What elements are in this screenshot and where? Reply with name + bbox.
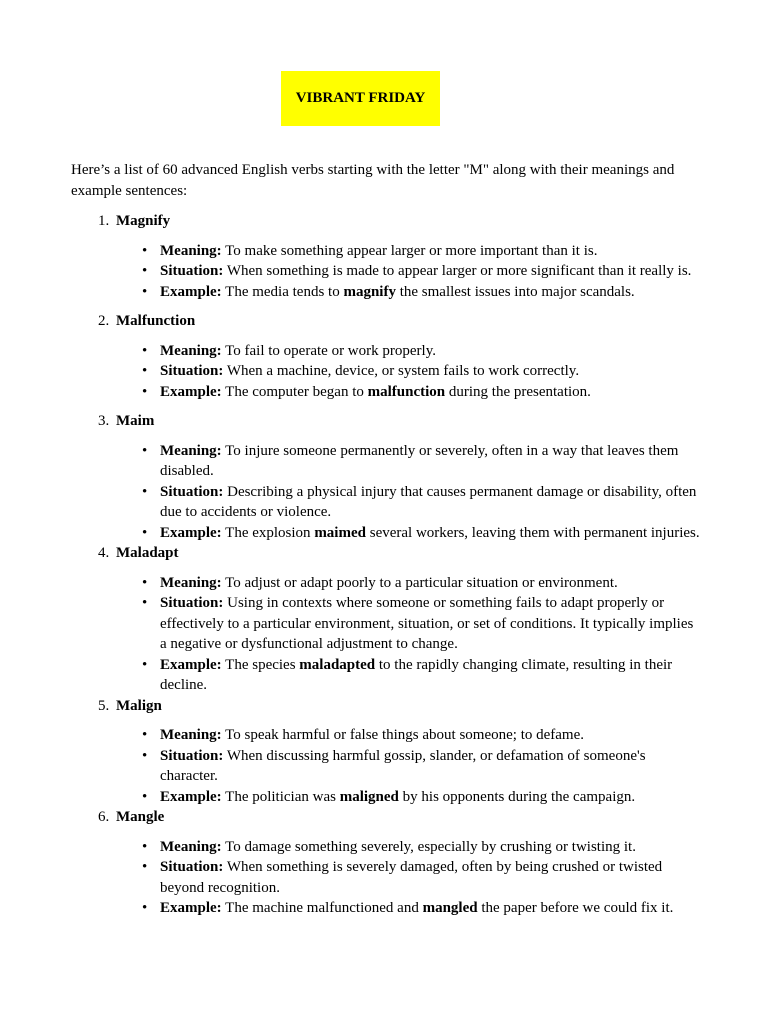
meaning-text: To speak harmful or false things about someone; to defame. (225, 727, 585, 743)
example-text: The explosion (225, 524, 311, 541)
example-item (142, 655, 701, 696)
meaning-text: To damage something severely, especially by crushing or twisting it. (225, 838, 636, 855)
situation-text: When something is made to appear larger or more significant than it really is. (226, 263, 692, 279)
situation-item (142, 261, 701, 282)
example-label: Example: (160, 283, 222, 300)
situation-label: Situation: (160, 363, 224, 379)
bullet-icon: • (142, 383, 148, 400)
example-text-end: during the presentation. (448, 383, 591, 400)
meaning-text: To injure someone permanently or severely, often in a way that leaves them disabled. (160, 442, 679, 479)
bullet-icon: • (142, 788, 148, 805)
meaning-item (142, 341, 701, 362)
example-text-end: to the rapidly changing climate, resulting in their decline. (160, 656, 673, 693)
situation-label: Situation: (160, 595, 224, 611)
example-item (142, 523, 701, 544)
document-body (71, 160, 701, 919)
situation-text: When a machine, device, or system fails to work correctly. (226, 363, 580, 379)
bullet-icon: • (142, 524, 148, 541)
verb-item (71, 543, 701, 696)
situation-text: When something is severely damaged, often by being crushed or twisted beyond recognition. (160, 859, 663, 896)
example-keyword: magnify (343, 283, 396, 300)
example-label: Example: (160, 900, 222, 916)
verb-list (71, 211, 701, 919)
bullet-icon: • (142, 363, 148, 379)
situation-item (142, 857, 701, 898)
bullet-icon: • (142, 656, 148, 673)
verb-name: Magnify (116, 213, 171, 229)
meaning-label: Meaning: (160, 727, 222, 743)
example-text-end: the smallest issues into major scandals. (399, 283, 635, 300)
verb-item (71, 211, 701, 302)
verb-item (71, 311, 701, 402)
intro-paragraph: Here’s a list of 60 advanced English verbs starting with the letter "M" along with their meanings and example sentences: (71, 162, 675, 199)
bullet-icon: • (142, 242, 148, 259)
verb-name: Maim (116, 413, 155, 429)
verb-number: 3. (98, 413, 110, 429)
verb-details (116, 341, 701, 403)
meaning-label: Meaning: (160, 442, 222, 459)
example-keyword: mangled (422, 900, 478, 916)
meaning-item (142, 725, 701, 746)
example-keyword: malfunction (367, 383, 446, 400)
example-text: The politician was (225, 788, 336, 805)
example-text: The machine malfunctioned and (225, 900, 419, 916)
verb-name: Malign (116, 697, 162, 714)
title-banner (281, 71, 440, 126)
example-text: The species (225, 656, 296, 673)
meaning-text: To fail to operate or work properly. (225, 342, 436, 359)
bullet-icon: • (142, 900, 148, 916)
bullet-icon: • (142, 342, 148, 359)
situation-text: Using in contexts where someone or something fails to adapt properly or effectively to a particular environment, situation, or set of conditions. It typically implies a negative or dysfunctional adjustment to change. (160, 595, 694, 652)
bullet-icon: • (142, 283, 148, 300)
situation-label: Situation: (160, 747, 224, 764)
example-text: The media tends to (225, 283, 340, 300)
bullet-icon: • (142, 263, 148, 279)
example-label: Example: (160, 383, 222, 400)
situation-item (142, 361, 701, 382)
example-text: The computer began to (225, 383, 364, 400)
page-title: VIBRANT FRIDAY (295, 90, 426, 107)
example-keyword: maligned (339, 788, 399, 805)
verb-item (71, 807, 701, 919)
situation-item (142, 593, 701, 655)
verb-number: 4. (98, 545, 110, 561)
meaning-label: Meaning: (160, 838, 222, 855)
situation-label: Situation: (160, 483, 224, 500)
example-item (142, 382, 701, 403)
bullet-icon: • (142, 595, 148, 611)
verb-item (71, 696, 701, 808)
meaning-label: Meaning: (160, 242, 222, 259)
example-label: Example: (160, 788, 222, 805)
bullet-icon: • (142, 574, 148, 591)
bullet-icon: • (142, 859, 148, 875)
bullet-icon: • (142, 483, 148, 500)
example-item (142, 898, 701, 919)
example-text-end: the paper before we could fix it. (481, 900, 674, 916)
verb-details (116, 725, 701, 807)
verb-number: 2. (98, 313, 110, 329)
situation-label: Situation: (160, 859, 224, 875)
example-text-end: by his opponents during the campaign. (402, 788, 636, 805)
bullet-icon: • (142, 727, 148, 743)
situation-text: When discussing harmful gossip, slander, or defamation of someone's character. (160, 747, 646, 784)
example-keyword: maimed (314, 524, 366, 541)
situation-item (142, 482, 701, 523)
verb-details (116, 573, 701, 696)
situation-text: Describing a physical injury that causes permanent damage or disability, often due to accidents or violence. (160, 483, 697, 520)
meaning-label: Meaning: (160, 342, 222, 359)
bullet-icon: • (142, 838, 148, 855)
verb-name: Malfunction (116, 313, 196, 329)
meaning-item (142, 441, 701, 482)
meaning-text: To make something appear larger or more important than it is. (225, 242, 598, 259)
example-label: Example: (160, 524, 222, 541)
verb-details (116, 837, 701, 919)
verb-number: 5. (98, 697, 110, 714)
bullet-icon: • (142, 442, 148, 459)
meaning-item (142, 837, 701, 858)
situation-item (142, 746, 701, 787)
verb-item (71, 411, 701, 543)
example-label: Example: (160, 656, 222, 673)
example-item (142, 282, 701, 303)
example-text-end: several workers, leaving them with permanent injuries. (369, 524, 700, 541)
verb-name: Mangle (116, 809, 165, 825)
verb-details (116, 241, 701, 303)
bullet-icon: • (142, 747, 148, 764)
verb-number: 1. (98, 213, 110, 229)
meaning-item (142, 573, 701, 594)
meaning-text: To adjust or adapt poorly to a particular situation or environment. (225, 574, 618, 591)
meaning-item (142, 241, 701, 262)
verb-number: 6. (98, 809, 110, 825)
example-keyword: maladapted (299, 656, 376, 673)
example-item (142, 787, 701, 808)
verb-name: Maladapt (116, 545, 179, 561)
situation-label: Situation: (160, 263, 224, 279)
verb-details (116, 441, 701, 544)
meaning-label: Meaning: (160, 574, 222, 591)
